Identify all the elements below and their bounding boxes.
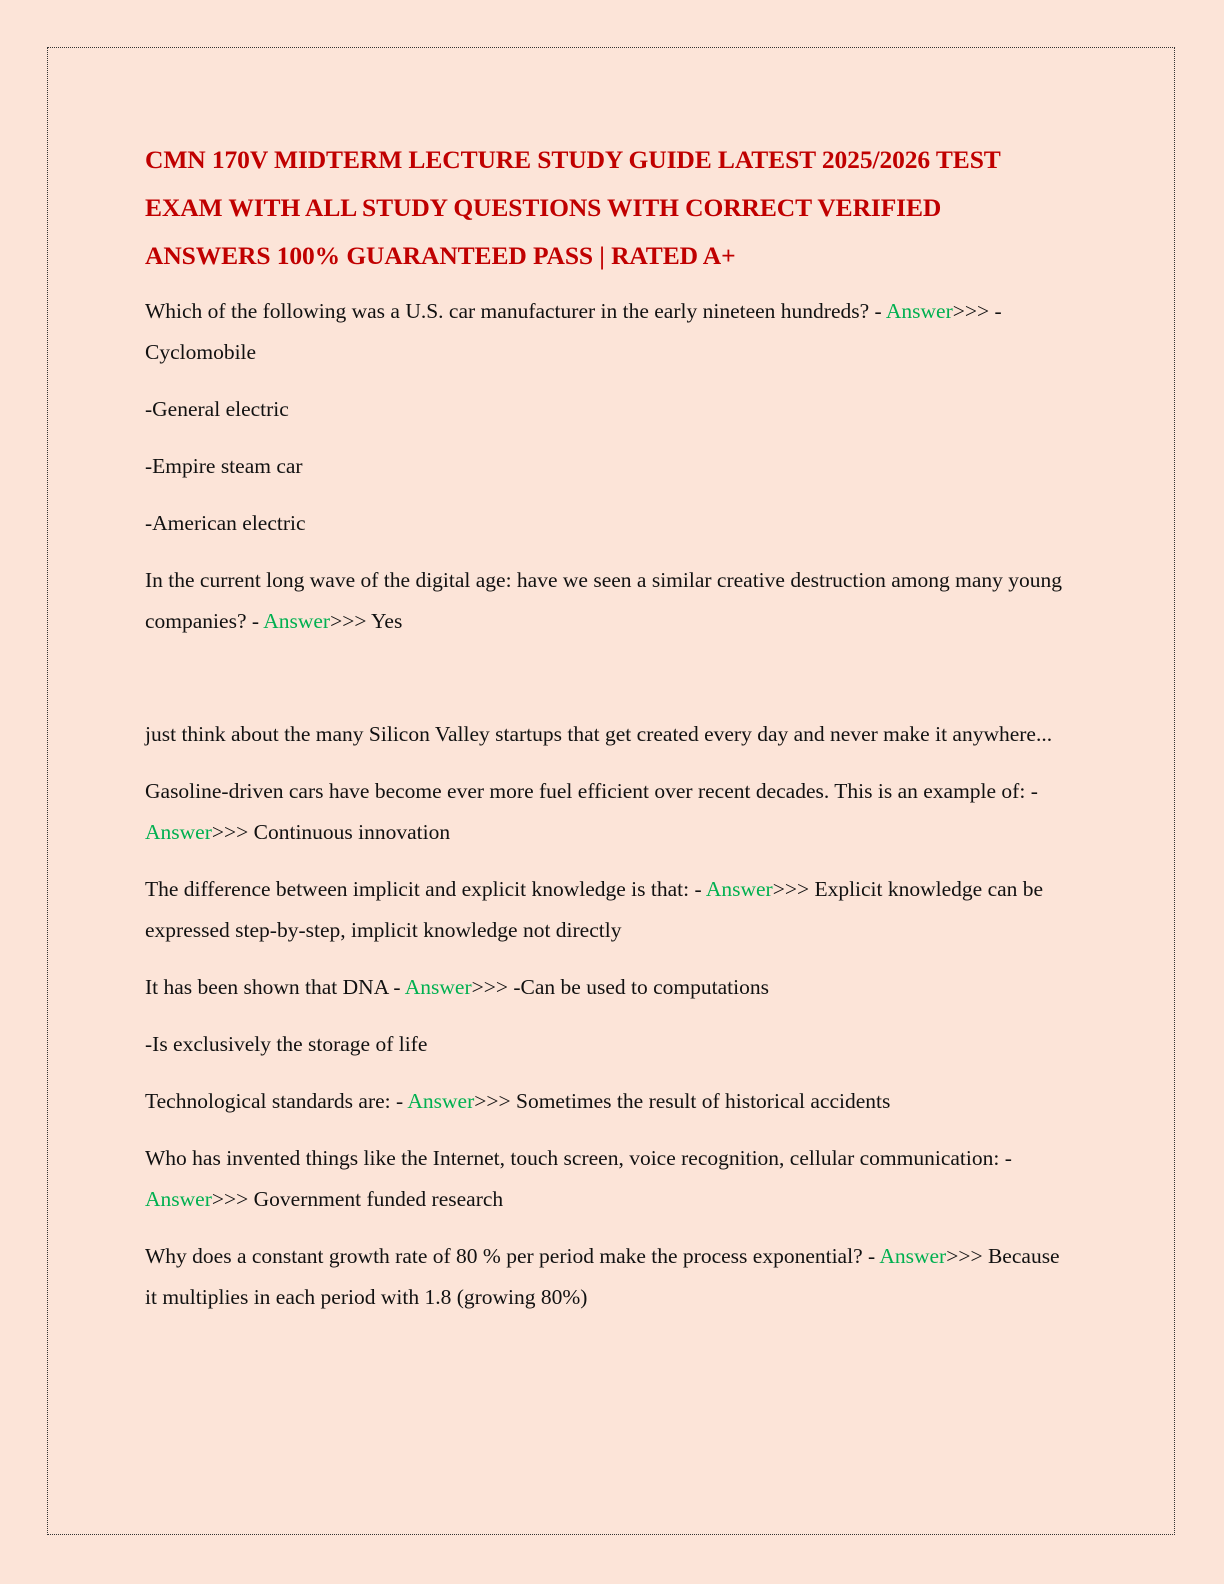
answer-label: Answer [404,975,472,999]
question-text: The difference between implicit and explicit knowledge is that: - [145,877,706,901]
answer-label: Answer [705,877,773,901]
answer-text: >>> Explicit knowledge can be expressed step-by-step, implicit knowledge not directly [145,877,1044,942]
answer-note: just think about the many Silicon Valley startups that get created every day and never make it anywhere... [145,722,1053,746]
answer-text: >>> -Cyclomobile [145,299,1002,364]
answer-text: >>> Because it multiplies in each period with 1.8 (growing 80%) [145,1244,1060,1309]
document-body [145,136,1065,1334]
qa-item [145,291,1065,373]
qa-item [145,771,1065,853]
answer-option: -General electric [145,397,289,421]
answer-label: Answer [263,609,331,633]
question-text: It has been shown that DNA - [145,975,405,999]
question-text: Gasoline-driven cars have become ever more fuel efficient over recent decades. This is an example of: - [145,779,1038,803]
answer-text: >>> -Can be used to computations [471,975,769,999]
qa-item [145,1236,1065,1318]
question-text: Why does a constant growth rate of 80 % per period make the process exponential? - [145,1244,880,1268]
answer-label: Answer [145,820,212,844]
question-text: In the current long wave of the digital age: have we seen a similar creative destruction among many young companies? - [145,568,1063,633]
qa-item [145,560,1065,642]
document-title: CMN 170V MIDTERM LECTURE STUDY GUIDE LATEST 2025/2026 TEST EXAM WITH ALL STUDY QUESTIONS WITH CORRECT VERIFIED ANSWERS 100% GUARANTEED PASS | RATED A+ [145,145,1001,270]
answer-option: -American electric [145,511,306,535]
answer-label: Answer [885,299,953,323]
answer-label: Answer [407,1089,475,1113]
qa-item [145,1081,1065,1122]
qa-item [145,1138,1065,1220]
answer-text: >>> Sometimes the result of historical accidents [474,1089,891,1113]
answer-text: >>> Government funded research [211,1187,504,1211]
answer-text: >>> Continuous innovation [211,820,451,844]
answer-text: >>> Yes [330,609,403,633]
question-text: Which of the following was a U.S. car manufacturer in the early nineteen hundreds? - [145,299,886,323]
question-text: Technological standards are: - [145,1089,408,1113]
answer-option: -Empire steam car [145,454,303,478]
qa-item [145,967,1065,1008]
answer-option: -Is exclusively the storage of life [145,1032,428,1056]
qa-item [145,869,1065,951]
answer-label: Answer [145,1187,212,1211]
answer-label: Answer [879,1244,947,1268]
question-text: Who has invented things like the Internet, touch screen, voice recognition, cellular communication: - [145,1146,1012,1170]
